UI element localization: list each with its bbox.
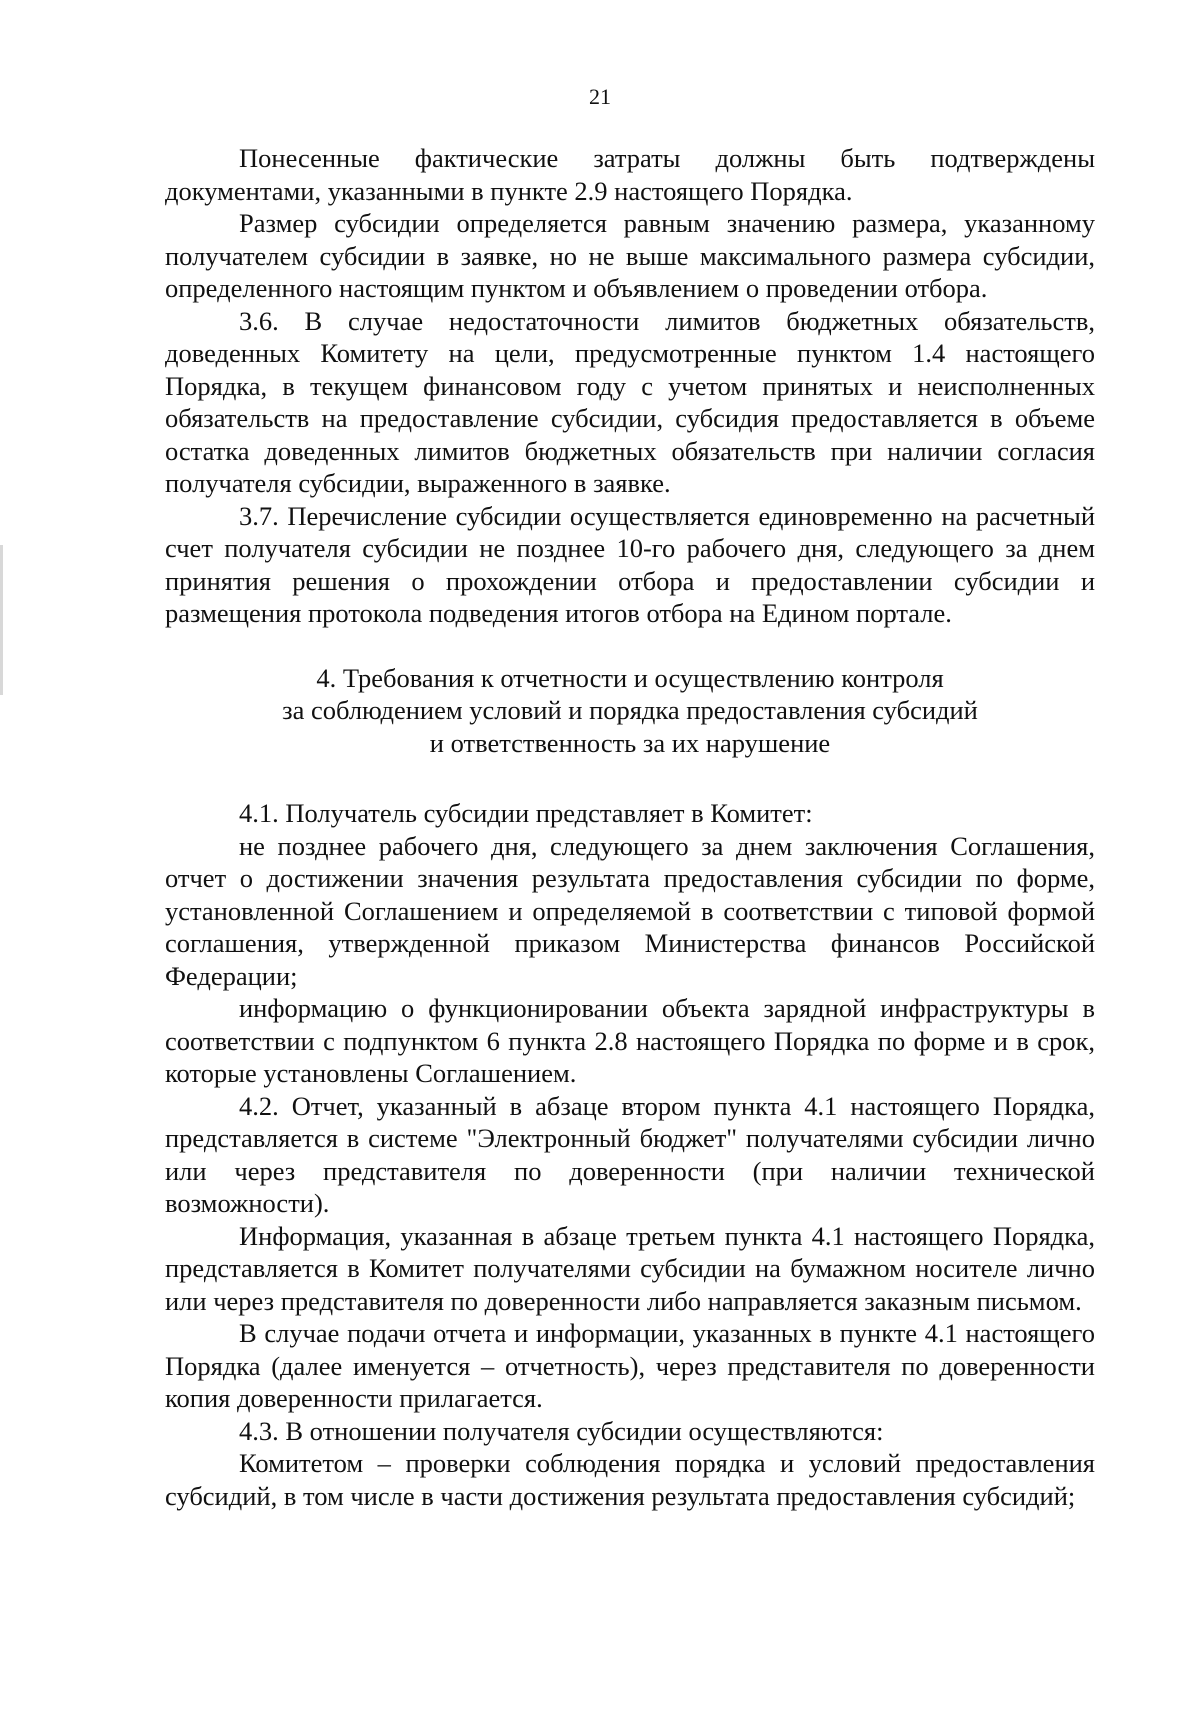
- paragraph-4-3: 4.3. В отношении получателя субсидии осуществляются:: [239, 1415, 884, 1446]
- paragraph-4-2: 4.2. Отчет, указанный в абзаце втором пункта 4.1 настоящего Порядка, представляется в системе "Электронный бюджет" получателями субсидии лично или через представителя по доверенности (при наличии технической возможности).: [165, 1090, 1095, 1218]
- paragraph-report-deadline: не позднее рабочего дня, следующего за днем заключения Соглашения, отчет о достижении значения результата предоставления субсидии по форме, установленной Соглашением и определяемой в соответствии с типовой формой соглашения, утвержденной приказом Министерства финансов Российской Федерации;: [165, 830, 1095, 991]
- paragraph-paper-submission: Информация, указанная в абзаце третьем пункта 4.1 настоящего Порядка, представляется в Комитет получателями субсидии на бумажном носителе лично или через представителя по доверенности либо направляется заказным письмом.: [165, 1220, 1095, 1316]
- paragraph-3-6: 3.6. В случае недостаточности лимитов бюджетных обязательств, доведенных Комитету на цели, предусмотренные пунктом 1.4 настоящего Порядка, в текущем финансовом году с учетом принятых и неисполненных обязательств на предоставление субсидии, субсидия предоставляется в объеме остатка доведенных лимитов бюджетных обязательств при наличии согласия получателя субсидии, выраженного в заявке.: [165, 305, 1095, 498]
- section-heading-line-3: и ответственность за их нарушение: [429, 727, 831, 758]
- document-body: [165, 142, 1095, 1512]
- paragraph-power-of-attorney: В случае подачи отчета и информации, указанных в пункте 4.1 настоящего Порядка (далее именуется – отчетность), через представителя по доверенности копия доверенности прилагается.: [165, 1318, 1095, 1413]
- paragraph-subsidy-amount: Размер субсидии определяется равным значению размера, указанному получателем субсидии в заявке, но не выше максимального размера субсидии, определенного настоящим пунктом и объявлением о проведении отбора.: [165, 208, 1095, 303]
- paragraph-costs-confirmation: Понесенные фактические затраты должны быть подтверждены документами, указанными в пункте 2.9 настоящего Порядка.: [165, 143, 1095, 206]
- page-number: 21: [589, 84, 611, 109]
- paragraph-charging-info: информацию о функционировании объекта зарядной инфраструктуры в соответствии с подпунктом 6 пункта 2.8 настоящего Порядка по форме и в срок, которые установлены Соглашением.: [165, 993, 1095, 1088]
- paragraph-committee-checks: Комитетом – проверки соблюдения порядка и условий предоставления субсидий, в том числе в части достижения результата предоставления субсидий;: [165, 1448, 1095, 1511]
- section-heading-line-1: 4. Требования к отчетности и осуществлению контроля: [316, 662, 944, 693]
- section-4-heading: [165, 662, 1095, 760]
- paragraph-3-7: 3.7. Перечисление субсидии осуществляется единовременно на расчетный счет получателя субсидии не позднее 10-го рабочего дня, следующего за днем принятия решения о прохождении отбора и предоставлении субсидии и размещения протокола подведения итогов отбора на Едином портале.: [165, 500, 1095, 628]
- section-heading-line-2: за соблюдением условий и порядка предоставления субсидий: [282, 695, 978, 725]
- scan-edge-line: [0, 545, 3, 695]
- paragraph-4-1: 4.1. Получатель субсидии представляет в Комитет:: [239, 798, 813, 828]
